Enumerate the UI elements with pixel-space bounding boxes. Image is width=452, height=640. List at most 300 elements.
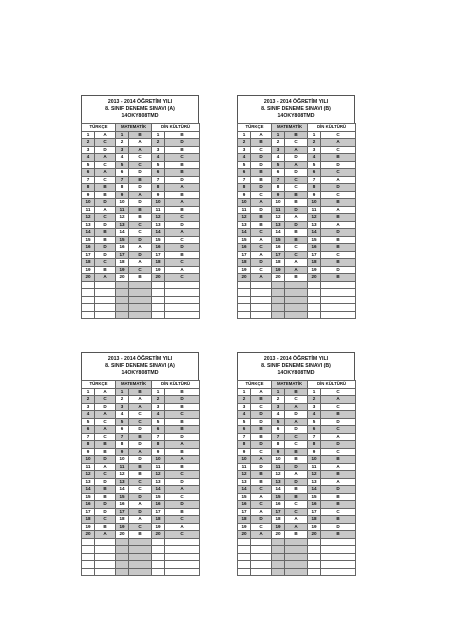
question-number: 14 xyxy=(152,229,165,237)
question-number: 6 xyxy=(238,426,251,434)
answer-letter: A xyxy=(321,478,356,486)
answer-row xyxy=(82,493,200,501)
answer-letter: C xyxy=(251,146,272,154)
answer-row xyxy=(238,184,356,192)
blank-row xyxy=(238,304,356,312)
question-number: 7 xyxy=(152,433,165,441)
question-number: 9 xyxy=(82,191,95,199)
answer-letter: D xyxy=(285,206,308,214)
blank-cell xyxy=(251,546,272,554)
question-number: 20 xyxy=(272,274,285,282)
question-number: 4 xyxy=(82,154,95,162)
answer-row xyxy=(82,396,200,404)
blank-cell xyxy=(238,281,251,289)
question-number: 9 xyxy=(308,191,321,199)
answer-row xyxy=(82,433,200,441)
blank-cell xyxy=(129,538,152,546)
blank-cell xyxy=(95,568,116,576)
blank-cell xyxy=(272,546,285,554)
blank-cell xyxy=(251,561,272,569)
answer-letter: A xyxy=(129,501,152,509)
answer-key-table xyxy=(81,380,200,576)
answer-letter: D xyxy=(165,396,200,404)
answer-row xyxy=(82,463,200,471)
question-number: 15 xyxy=(116,236,129,244)
answer-letter: B xyxy=(251,214,272,222)
answer-letter: B xyxy=(165,463,200,471)
question-number: 8 xyxy=(116,184,129,192)
blank-cell xyxy=(129,553,152,561)
question-number: 9 xyxy=(116,448,129,456)
answer-letter: B xyxy=(165,448,200,456)
blank-row xyxy=(238,281,356,289)
answer-letter: A xyxy=(95,463,116,471)
answer-row xyxy=(82,146,200,154)
question-number: 3 xyxy=(82,403,95,411)
column-header-row xyxy=(238,381,356,389)
answer-letter: B xyxy=(321,411,356,419)
answer-letter: B xyxy=(165,403,200,411)
answer-letter: A xyxy=(251,493,272,501)
column-header-row xyxy=(238,124,356,132)
column-header: TÜRKÇE xyxy=(238,124,272,132)
answer-letter: D xyxy=(285,154,308,162)
blank-cell xyxy=(152,304,165,312)
answer-row xyxy=(82,266,200,274)
question-number: 18 xyxy=(308,259,321,267)
card-header xyxy=(81,95,199,123)
answer-letter: B xyxy=(165,169,200,177)
answer-letter: C xyxy=(95,176,116,184)
blank-cell xyxy=(238,553,251,561)
question-number: 6 xyxy=(116,426,129,434)
answer-letter: C xyxy=(321,426,356,434)
answer-letter: B xyxy=(165,131,200,139)
answer-letter: D xyxy=(165,244,200,252)
blank-row xyxy=(238,568,356,576)
question-number: 1 xyxy=(238,131,251,139)
answer-letter: A xyxy=(321,463,356,471)
answer-letter: B xyxy=(251,433,272,441)
answer-letter: B xyxy=(95,236,116,244)
answer-letter: A xyxy=(165,199,200,207)
answer-letter: C xyxy=(285,508,308,516)
answer-row xyxy=(82,214,200,222)
answer-letter: C xyxy=(95,214,116,222)
answer-letter: C xyxy=(165,493,200,501)
question-number: 7 xyxy=(308,433,321,441)
blank-cell xyxy=(238,289,251,297)
answer-letter: C xyxy=(285,441,308,449)
question-number: 14 xyxy=(82,486,95,494)
answer-letter: A xyxy=(321,176,356,184)
answer-letter: C xyxy=(285,184,308,192)
question-number: 10 xyxy=(272,199,285,207)
question-number: 17 xyxy=(272,251,285,259)
answer-letter: C xyxy=(129,154,152,162)
question-number: 4 xyxy=(116,411,129,419)
answer-letter: C xyxy=(95,259,116,267)
question-number: 19 xyxy=(238,266,251,274)
question-number: 1 xyxy=(116,388,129,396)
answer-row xyxy=(82,501,200,509)
answer-letter: C xyxy=(165,154,200,162)
answer-row xyxy=(238,176,356,184)
blank-cell xyxy=(165,553,200,561)
question-number: 19 xyxy=(152,266,165,274)
question-number: 6 xyxy=(82,426,95,434)
blank-cell xyxy=(251,304,272,312)
blank-cell xyxy=(238,296,251,304)
blank-cell xyxy=(238,311,251,319)
question-number: 11 xyxy=(152,463,165,471)
answer-letter: A xyxy=(129,146,152,154)
card-subtitle: 8. SINIF DENEME SINAVI (A) xyxy=(105,106,175,112)
blank-row xyxy=(238,561,356,569)
question-number: 4 xyxy=(238,411,251,419)
question-number: 15 xyxy=(152,236,165,244)
blank-cell xyxy=(238,568,251,576)
question-number: 3 xyxy=(116,146,129,154)
answer-letter: A xyxy=(251,199,272,207)
question-number: 20 xyxy=(238,274,251,282)
question-number: 16 xyxy=(82,244,95,252)
answer-letter: A xyxy=(95,388,116,396)
question-number: 10 xyxy=(82,456,95,464)
blank-row xyxy=(82,561,200,569)
answer-letter: D xyxy=(95,508,116,516)
answer-row xyxy=(238,221,356,229)
question-number: 13 xyxy=(82,221,95,229)
answer-letter: B xyxy=(129,131,152,139)
answer-letter: B xyxy=(251,139,272,147)
blank-cell xyxy=(116,546,129,554)
answer-letter: C xyxy=(285,501,308,509)
answer-letter: A xyxy=(129,259,152,267)
answer-letter: B xyxy=(285,456,308,464)
question-number: 4 xyxy=(272,411,285,419)
question-number: 8 xyxy=(238,184,251,192)
blank-cell xyxy=(321,546,356,554)
answer-row xyxy=(82,418,200,426)
blank-cell xyxy=(285,304,308,312)
question-number: 1 xyxy=(152,131,165,139)
question-number: 3 xyxy=(308,146,321,154)
answer-letter: D xyxy=(251,161,272,169)
question-number: 19 xyxy=(272,266,285,274)
answer-letter: D xyxy=(165,433,200,441)
card-header xyxy=(237,95,355,123)
answer-letter: A xyxy=(95,411,116,419)
column-header: MATEMATİK xyxy=(116,124,152,132)
answer-row xyxy=(82,176,200,184)
answer-letter: C xyxy=(251,266,272,274)
column-header: TÜRKÇE xyxy=(238,381,272,389)
question-number: 14 xyxy=(152,486,165,494)
question-number: 5 xyxy=(152,418,165,426)
blank-cell xyxy=(321,561,356,569)
answer-key-card-a-top xyxy=(81,95,199,319)
question-number: 15 xyxy=(272,236,285,244)
blank-row xyxy=(82,311,200,319)
question-number: 18 xyxy=(272,259,285,267)
answer-letter: D xyxy=(95,199,116,207)
blank-cell xyxy=(321,568,356,576)
blank-cell xyxy=(116,561,129,569)
blank-cell xyxy=(308,296,321,304)
answer-row xyxy=(238,516,356,524)
answer-row xyxy=(82,448,200,456)
answer-letter: B xyxy=(285,199,308,207)
question-number: 4 xyxy=(152,154,165,162)
question-number: 7 xyxy=(238,176,251,184)
question-number: 12 xyxy=(82,214,95,222)
answer-letter: B xyxy=(321,471,356,479)
blank-row xyxy=(238,546,356,554)
answer-letter: B xyxy=(285,274,308,282)
blank-row xyxy=(82,553,200,561)
answer-letter: C xyxy=(165,236,200,244)
question-number: 4 xyxy=(308,154,321,162)
question-number: 11 xyxy=(116,463,129,471)
blank-cell xyxy=(321,289,356,297)
answer-row xyxy=(82,486,200,494)
answer-letter: B xyxy=(285,191,308,199)
question-number: 6 xyxy=(152,169,165,177)
answer-letter: B xyxy=(321,199,356,207)
blank-row xyxy=(82,304,200,312)
question-number: 19 xyxy=(238,523,251,531)
answer-row xyxy=(238,396,356,404)
blank-cell xyxy=(82,311,95,319)
answer-row xyxy=(238,426,356,434)
question-number: 11 xyxy=(308,206,321,214)
answer-letter: D xyxy=(165,139,200,147)
answer-letter: D xyxy=(165,221,200,229)
answer-row xyxy=(82,471,200,479)
answer-row xyxy=(238,206,356,214)
answer-letter: A xyxy=(129,448,152,456)
question-number: 8 xyxy=(152,184,165,192)
blank-cell xyxy=(152,538,165,546)
question-number: 19 xyxy=(116,523,129,531)
question-number: 13 xyxy=(238,478,251,486)
answer-row xyxy=(238,131,356,139)
question-number: 17 xyxy=(152,251,165,259)
answer-letter: D xyxy=(251,154,272,162)
answer-letter: A xyxy=(165,441,200,449)
blank-cell xyxy=(152,281,165,289)
card-code: 14OKY808TMD xyxy=(121,113,159,119)
question-number: 4 xyxy=(238,154,251,162)
blank-cell xyxy=(272,538,285,546)
answer-letter: A xyxy=(285,214,308,222)
question-number: 9 xyxy=(238,448,251,456)
question-number: 5 xyxy=(82,418,95,426)
question-number: 9 xyxy=(152,191,165,199)
blank-cell xyxy=(308,546,321,554)
answer-letter: A xyxy=(251,274,272,282)
answer-letter: B xyxy=(95,486,116,494)
answer-letter: C xyxy=(285,433,308,441)
answer-letter: D xyxy=(129,169,152,177)
answer-letter: C xyxy=(285,396,308,404)
answer-letter: C xyxy=(129,411,152,419)
blank-cell xyxy=(152,296,165,304)
blank-cell xyxy=(129,311,152,319)
card-title: 2013 - 2014 ÖĞRETİM YILI xyxy=(263,356,329,362)
question-number: 13 xyxy=(152,478,165,486)
answer-letter: D xyxy=(165,501,200,509)
answer-row xyxy=(238,448,356,456)
question-number: 11 xyxy=(238,206,251,214)
blank-cell xyxy=(129,296,152,304)
question-number: 16 xyxy=(116,244,129,252)
answer-letter: B xyxy=(251,478,272,486)
question-number: 18 xyxy=(238,516,251,524)
question-number: 17 xyxy=(116,508,129,516)
blank-cell xyxy=(285,538,308,546)
question-number: 9 xyxy=(272,191,285,199)
blank-cell xyxy=(95,546,116,554)
answer-letter: C xyxy=(165,214,200,222)
question-number: 12 xyxy=(238,471,251,479)
question-number: 14 xyxy=(116,486,129,494)
answer-letter: D xyxy=(95,221,116,229)
blank-row xyxy=(238,553,356,561)
card-code: 14OKY808TMD xyxy=(277,370,315,376)
answer-letter: D xyxy=(129,426,152,434)
card-title: 2013 - 2014 ÖĞRETİM YILI xyxy=(107,99,173,105)
answer-letter: C xyxy=(251,403,272,411)
answer-letter: C xyxy=(321,191,356,199)
answer-letter: A xyxy=(251,131,272,139)
blank-cell xyxy=(116,304,129,312)
question-number: 16 xyxy=(152,501,165,509)
answer-letter: D xyxy=(129,493,152,501)
column-header: DİN KÜLTÜRÜ xyxy=(152,124,200,132)
answer-row xyxy=(238,463,356,471)
question-number: 18 xyxy=(152,516,165,524)
blank-cell xyxy=(165,296,200,304)
blank-cell xyxy=(321,296,356,304)
question-number: 14 xyxy=(308,229,321,237)
question-number: 15 xyxy=(308,236,321,244)
question-number: 6 xyxy=(272,169,285,177)
answer-letter: B xyxy=(165,206,200,214)
answer-letter: A xyxy=(285,418,308,426)
question-number: 17 xyxy=(116,251,129,259)
answer-letter: D xyxy=(321,184,356,192)
question-number: 6 xyxy=(238,169,251,177)
question-number: 2 xyxy=(116,139,129,147)
answer-row xyxy=(238,508,356,516)
blank-cell xyxy=(116,296,129,304)
answer-letter: A xyxy=(95,274,116,282)
blank-row xyxy=(82,281,200,289)
question-number: 5 xyxy=(308,418,321,426)
question-number: 18 xyxy=(308,516,321,524)
answer-letter: D xyxy=(285,463,308,471)
answer-letter: A xyxy=(251,531,272,539)
question-number: 17 xyxy=(308,508,321,516)
answer-letter: C xyxy=(95,396,116,404)
answer-letter: A xyxy=(165,184,200,192)
answer-letter: B xyxy=(165,161,200,169)
answer-letter: D xyxy=(251,418,272,426)
blank-cell xyxy=(116,553,129,561)
question-number: 20 xyxy=(82,274,95,282)
question-number: 16 xyxy=(116,501,129,509)
question-number: 8 xyxy=(82,441,95,449)
question-number: 12 xyxy=(238,214,251,222)
question-number: 15 xyxy=(238,493,251,501)
answer-row xyxy=(82,516,200,524)
question-number: 1 xyxy=(272,131,285,139)
answer-letter: C xyxy=(129,523,152,531)
column-header: DİN KÜLTÜRÜ xyxy=(152,381,200,389)
answer-letter: B xyxy=(285,448,308,456)
question-number: 9 xyxy=(82,448,95,456)
answer-letter: C xyxy=(321,388,356,396)
blank-cell xyxy=(308,553,321,561)
answer-letter: B xyxy=(285,236,308,244)
answer-letter: D xyxy=(321,441,356,449)
answer-row xyxy=(82,478,200,486)
answer-letter: D xyxy=(95,456,116,464)
blank-cell xyxy=(95,289,116,297)
answer-row xyxy=(238,146,356,154)
question-number: 14 xyxy=(82,229,95,237)
answer-letter: B xyxy=(251,176,272,184)
answer-letter: B xyxy=(129,274,152,282)
question-number: 14 xyxy=(238,229,251,237)
question-number: 17 xyxy=(82,508,95,516)
answer-letter: A xyxy=(321,433,356,441)
answer-letter: C xyxy=(321,448,356,456)
answer-letter: B xyxy=(165,418,200,426)
question-number: 17 xyxy=(272,508,285,516)
column-header: MATEMATİK xyxy=(116,381,152,389)
question-number: 7 xyxy=(152,176,165,184)
answer-letter: B xyxy=(95,493,116,501)
question-number: 15 xyxy=(272,493,285,501)
question-number: 13 xyxy=(82,478,95,486)
answer-letter: C xyxy=(165,531,200,539)
card-code: 14OKY808TMD xyxy=(277,113,315,119)
answer-letter: B xyxy=(129,531,152,539)
answer-letter: B xyxy=(251,471,272,479)
answer-letter: B xyxy=(285,388,308,396)
question-number: 10 xyxy=(116,199,129,207)
answer-row xyxy=(238,531,356,539)
blank-cell xyxy=(129,546,152,554)
question-number: 8 xyxy=(308,441,321,449)
answer-letter: B xyxy=(95,266,116,274)
answer-letter: C xyxy=(95,161,116,169)
answer-row xyxy=(238,139,356,147)
question-number: 2 xyxy=(272,396,285,404)
blank-cell xyxy=(165,546,200,554)
question-number: 11 xyxy=(152,206,165,214)
answer-letter: C xyxy=(321,403,356,411)
answer-row xyxy=(238,169,356,177)
question-number: 7 xyxy=(272,433,285,441)
card-header xyxy=(81,352,199,380)
question-number: 18 xyxy=(82,516,95,524)
answer-row xyxy=(238,501,356,509)
question-number: 17 xyxy=(82,251,95,259)
